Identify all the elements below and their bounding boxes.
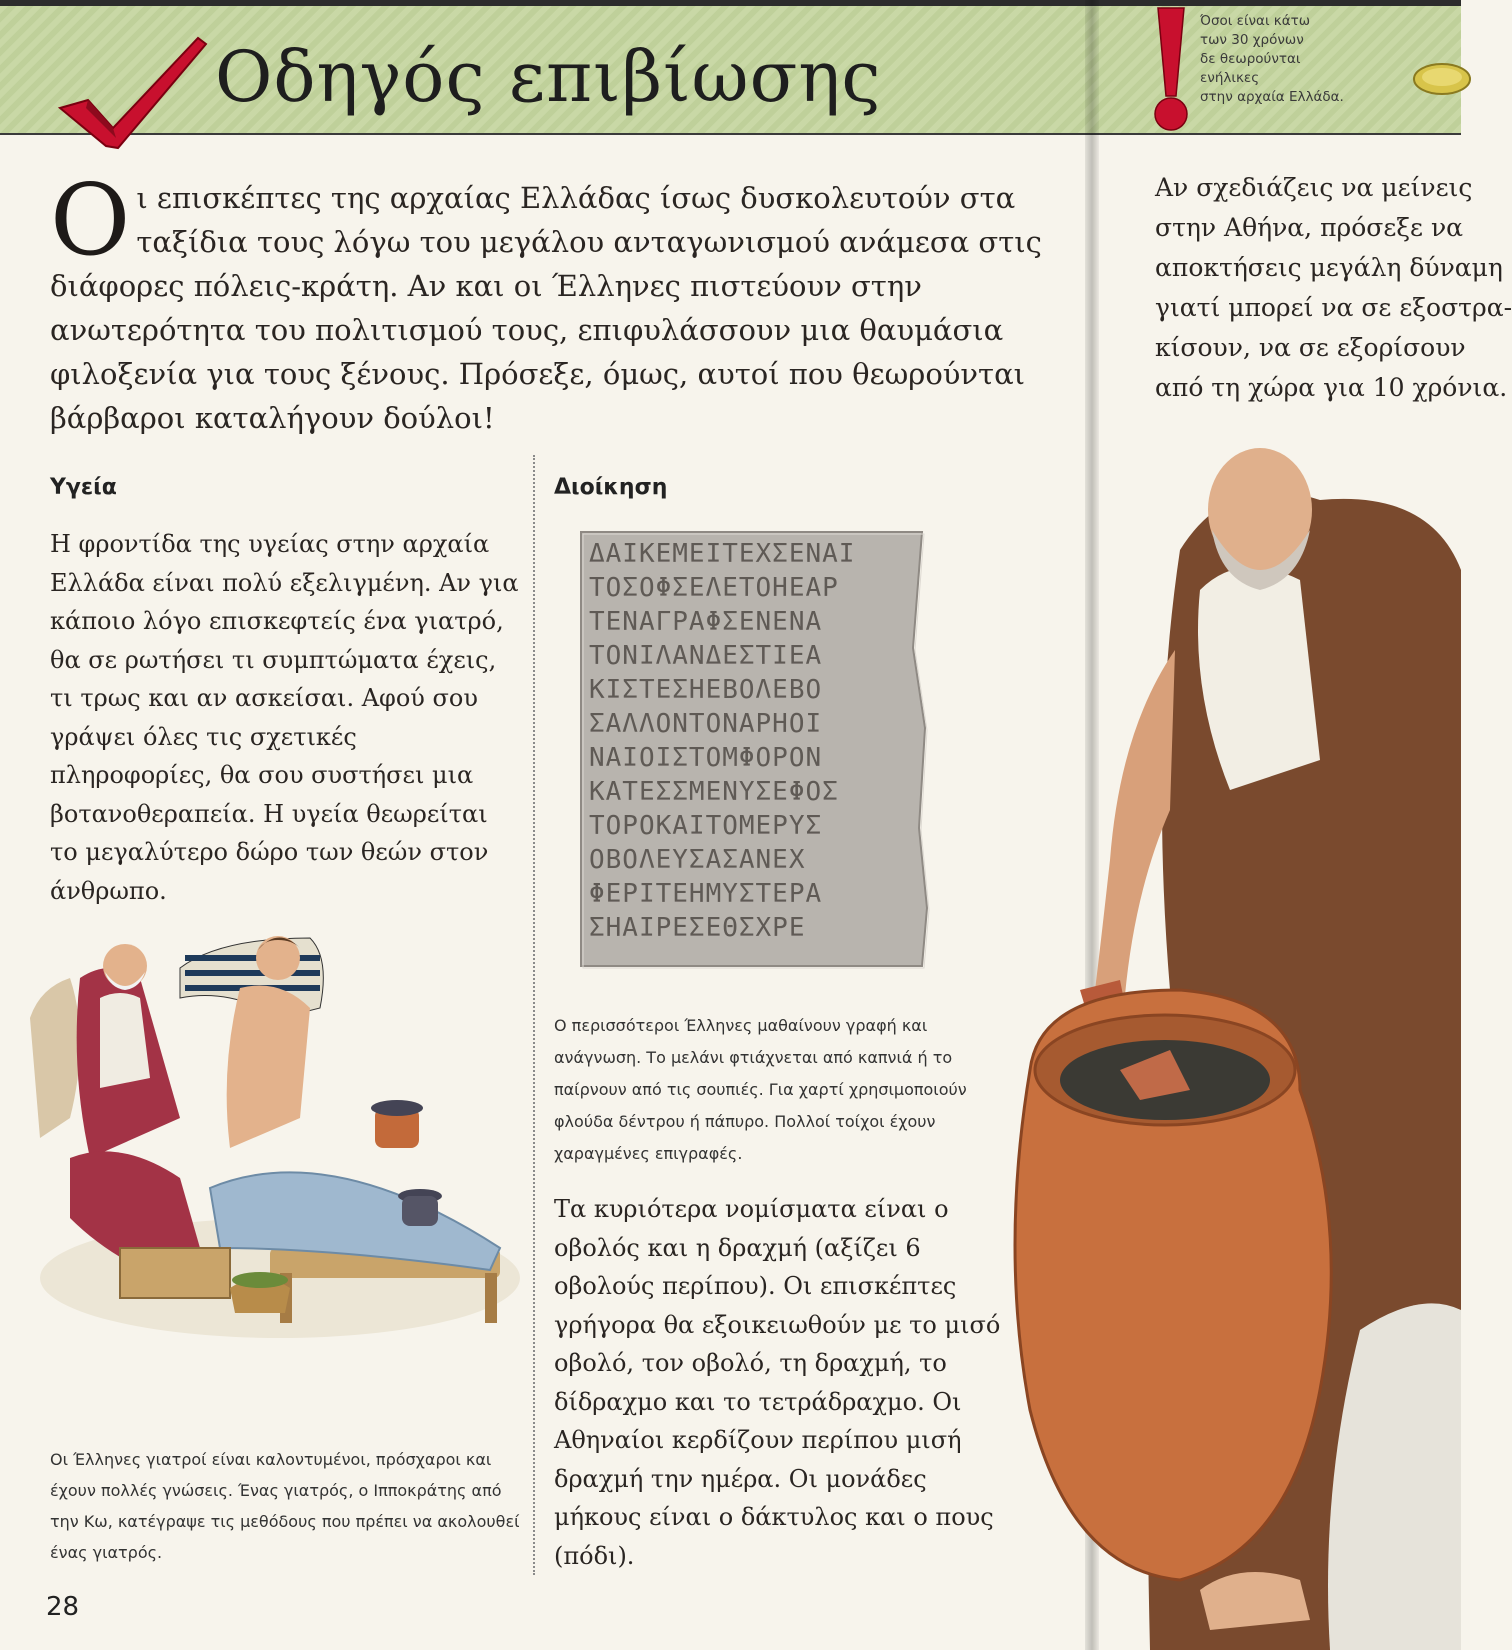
page-number: 28 (46, 1592, 80, 1622)
tablet-line: ΔΑΙΚΕΜΕΙΤΕΧΣΕΝΑΙ (589, 539, 856, 569)
inscription-tablet-image (577, 528, 929, 970)
tablet-line: ΦΕΡΙΤΕΗΜΥΣΤΕΡΑ (589, 879, 823, 909)
socrates-voting-illustration (1000, 430, 1461, 1650)
doctor-patient-illustration (30, 918, 530, 1348)
coin-icon (1412, 61, 1472, 97)
health-text: Η φροντίδα της υγείας στην αρχαία Ελλάδα είναι πολύ εξελιγμένη. Αν για κάποιο λόγο επισκεφτείς ένα γιατρό, θα σε ρωτήσει τι συμπτώματα έχεις, τι τρως και αν ασκείσαι. Αφού σου γράψει όλες τις σχετικές πληροφορίες, θα σου συστήσει μια βοτανοθεραπεία. Η υγεία θεωρείται το μεγαλύτερο δώρο των θεών στον άνθρωπο. (50, 530, 519, 905)
exclamation-icon (1148, 8, 1194, 134)
drop-cap: Ο (50, 164, 131, 278)
column-divider (533, 455, 535, 1575)
right-line: από τη χώρα για 10 χρόνια. (1155, 373, 1508, 402)
right-line: Αν σχεδιάζεις να μείνεις (1155, 173, 1473, 202)
header-band (0, 0, 1461, 135)
right-page-text (1155, 168, 1512, 408)
fact-line: δε θεωρούνται (1200, 51, 1301, 67)
tablet-line: ΤΟΡΟΚΑΙΤΟΜΕΡΥΣ (589, 811, 823, 841)
administration-caption: Ο περισσότεροι Έλληνες μαθαίνουν γραφή και ανάγνωση. Το μελάνι φτιάχνεται από καπνιά ή το παίρνουν από τις σουπιές. Για χαρτί χρησιμοποιούν φλούδα δέντρου ή πάπυρο. Πολλοί τοίχοι έχουν χαραγμένες επιγραφές. (554, 1016, 967, 1163)
page-title: Οδηγός επιβίωσης (215, 36, 882, 118)
right-line: στην Αθήνα, πρόσεξε να (1155, 213, 1464, 242)
tablet-line: ΚΙΣΤΕΣΗΕΒΟΛΕΒΟ (589, 675, 823, 705)
intro-paragraph (50, 164, 1050, 440)
tablet-line: ΝΑΙΟΙΣΤΟΜΦΟΡΟΝ (589, 743, 823, 773)
fact-line: ενήλικες (1200, 70, 1260, 86)
tablet-line: ΤΟΣΟΦΣΕΛΕΤΟΗΕΑΡ (589, 573, 839, 603)
tablet-line: ΤΟΝΙΛΑΝΔΕΣΤΙΕΑ (589, 641, 823, 671)
tablet-line: ΚΑΤΕΣΣΜΕΝΥΣΕΦΟΣ (589, 777, 839, 807)
right-line: αποκτήσεις μεγάλη δύναμη (1155, 253, 1503, 282)
intro-text: ι επισκέπτες της αρχαίας Ελλάδας ίσως δυσκολευτούν στα ταξίδια τους λόγω του μεγάλου ανταγωνισμού ανάμεσα στις διάφορες πόλεις-κράτη. Αν και οι Έλληνες πιστεύουν στην ανωτερότητα του πολιτισμού τους, επιφυλάσσουν μια θαυμάσια φιλοξενία για τους ξένους. Πρόσεξε, όμως, αυτοί που θεωρούνται βάρβαροι καταλήγουν δούλοι! (50, 181, 1042, 435)
checkmark-icon (58, 30, 208, 150)
health-heading: Υγεία (50, 475, 117, 500)
fact-line: Όσοι είναι κάτω (1200, 13, 1311, 29)
money-text: Τα κυριότερα νομίσματα είναι ο οβολός και η δραχμή (αξίζει 6 οβολούς περίπου). Οι επισκέπτες γρήγορα θα εξοικειωθούν με το μισό οβολό, τον οβολό, τη δραχμή, το δίδραχμο και το τετράδραχμο. Οι Αθηναίοι κερδίζουν περίπου μισή δραχμή την ημέρα. Οι μονάδες μήκους είναι ο δάκτυλος και ο πους (πόδι). (554, 1195, 1001, 1570)
fact-box (1200, 12, 1400, 107)
tablet-line: ΤΕΝΑΓΡΑΦΣΕΝΕΝΑ (589, 607, 823, 637)
tablet-line: ΣΗΑΙΡΕΣΕΘΣΧΡΕ (589, 913, 806, 943)
tablet-line: ΟΒΟΛΕΥΣΑΣΑΝΕΧ (589, 845, 806, 875)
right-line: κίσουν, να σε εξορίσουν (1155, 333, 1466, 362)
fact-line: των 30 χρόνων (1200, 32, 1304, 48)
tablet-line: ΣΑΛΛΟΝΤΟΝΑΡΗΟΙ (589, 709, 823, 739)
fact-line: στην αρχαία Ελλάδα. (1200, 89, 1344, 105)
health-caption: Οι Έλληνες γιατροί είναι καλοντυμένοι, πρόσχαροι και έχουν πολλές γνώσεις. Ένας γιατρός, ο Ιπποκράτης από την Κω, κατέγραψε τις μεθόδους που πρέπει να ακολουθεί ένας γιατρός. (50, 1450, 520, 1562)
administration-heading: Διοίκηση (554, 475, 668, 500)
right-line: γιατί μπορεί να σε εξοστρα- (1155, 293, 1512, 322)
